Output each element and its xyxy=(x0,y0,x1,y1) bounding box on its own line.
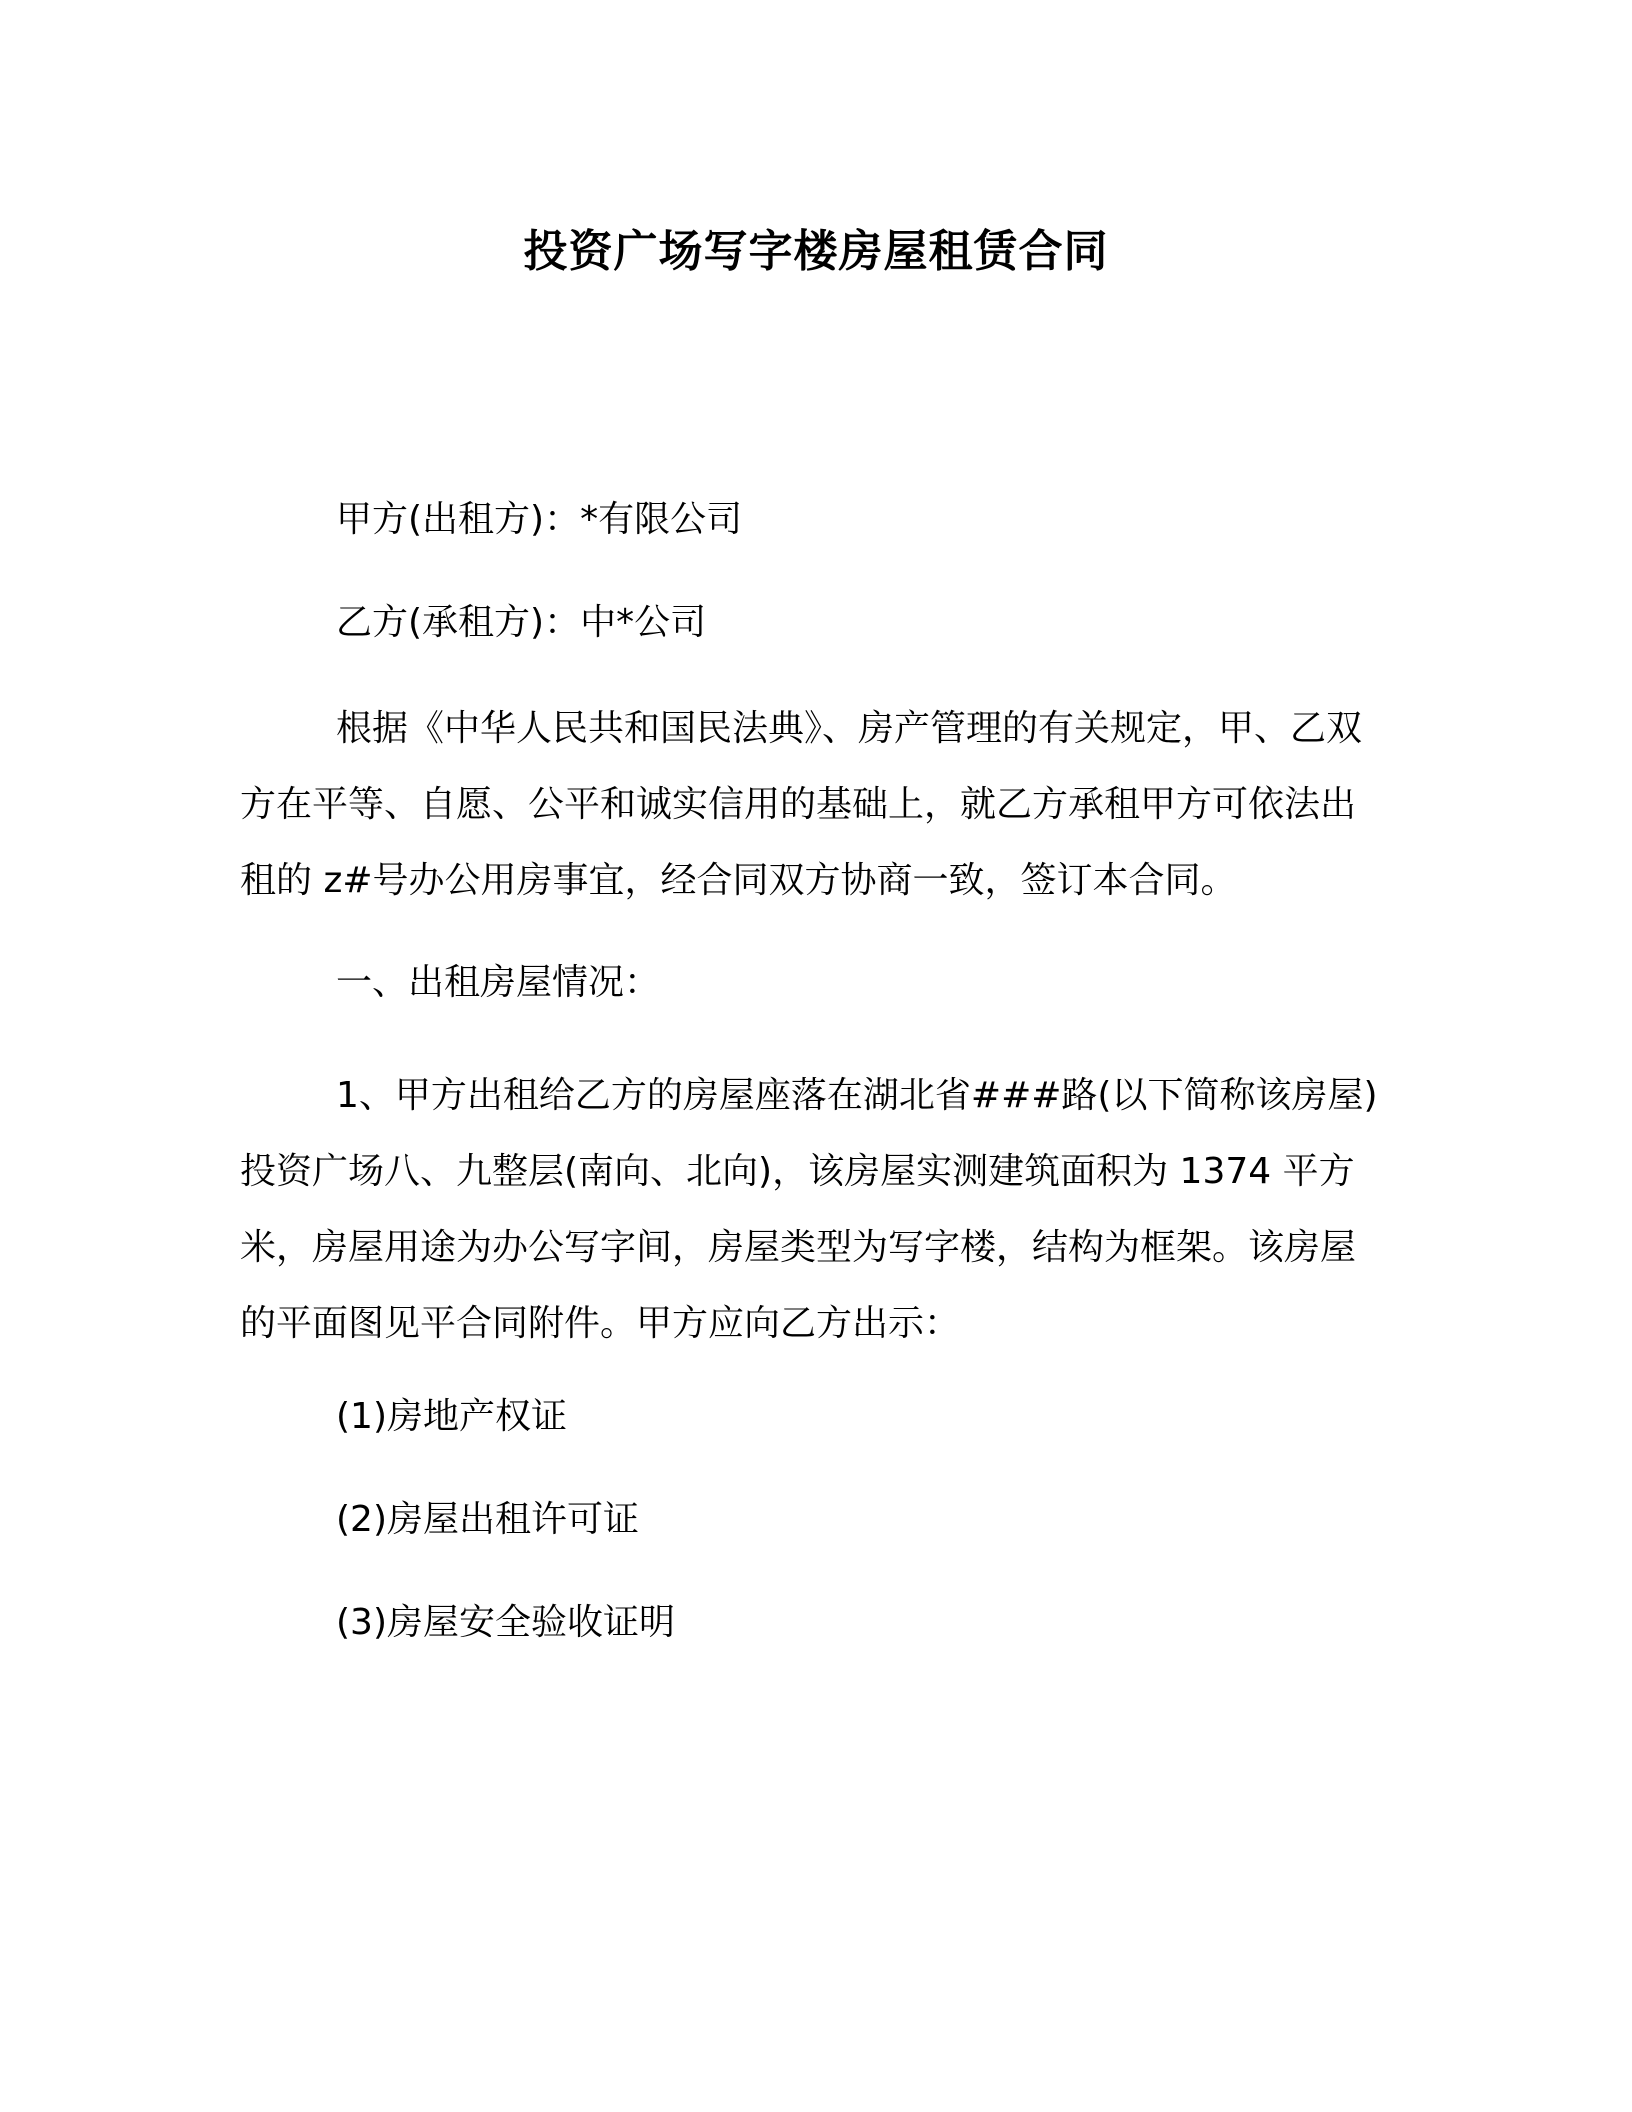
list-item: (2)房屋出租许可证 xyxy=(336,1499,639,1540)
clause-paragraph: 1、甲方出租给乙方的房屋座落在湖北省###路(以下简称该房屋)投资广场八、九整层(南向、北向)，该房屋实测建筑面积为 1374 平方米，房屋用途为办公写字间，房屋类型为写字楼，结构为框架。该房屋的平面图见平合同附件。甲方应向乙方出示： xyxy=(240,1075,1378,1344)
preamble-paragraph: 根据《中华人民共和国民法典》、房产管理的有关规定，甲、乙双方在平等、自愿、公平和诚实信用的基础上，就乙方承租甲方可依法出租的 z#号办公用房事宜，经合同双方协商一致，签订本合同。 xyxy=(240,708,1363,901)
list-item: (3)房屋安全验收证明 xyxy=(336,1602,675,1643)
section-heading: 一、出租房屋情况： xyxy=(336,962,661,1003)
list-item: (1)房地产权证 xyxy=(336,1396,567,1437)
document-title: 投资广场写字楼房屋租赁合同 xyxy=(523,226,1109,277)
party-a-line: 甲方(出租方)：*有限公司 xyxy=(336,499,743,540)
party-b-line: 乙方(承租方)：中*公司 xyxy=(336,602,707,643)
